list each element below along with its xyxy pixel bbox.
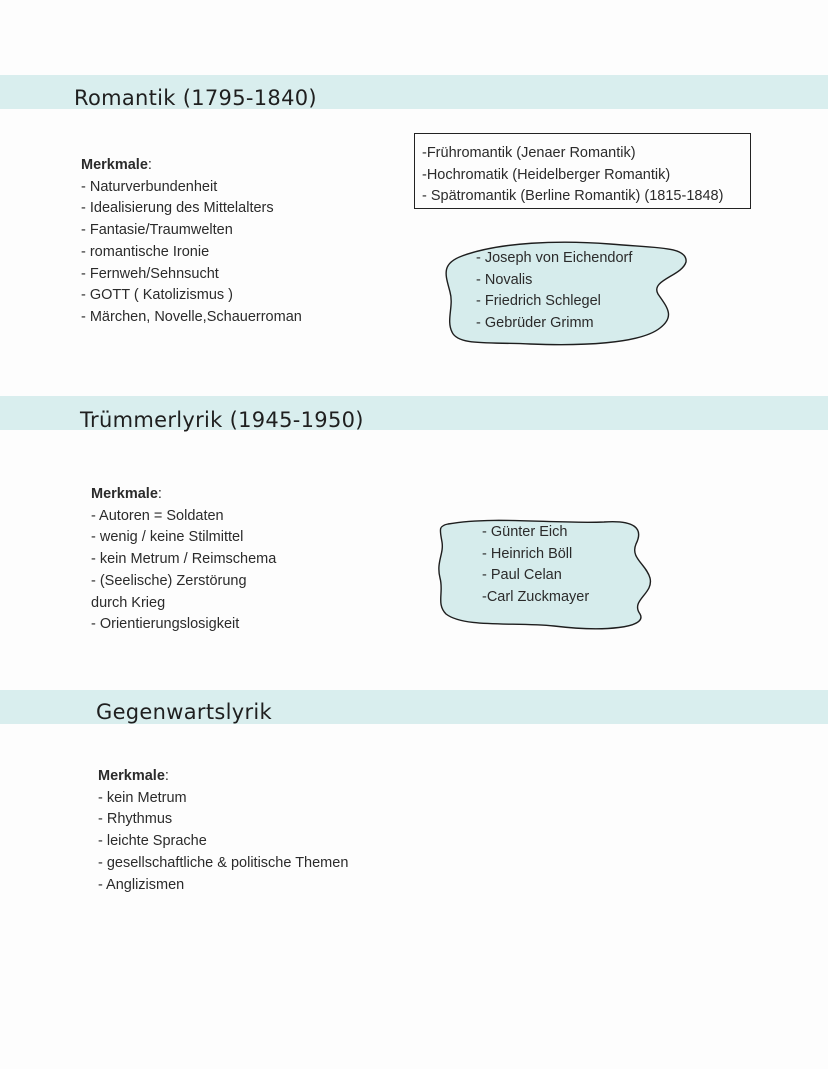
feature-item: - romantische Ironie: [81, 243, 210, 260]
epoch-item: -Frühromantik (Jenaer Romantik): [422, 145, 636, 161]
feature-item: - Idealisierung des Mittelalters: [81, 200, 274, 217]
feature-item: - Autoren = Soldaten: [91, 507, 224, 524]
feature-item: - kein Metrum: [98, 789, 187, 806]
feature-item: - GOTT ( Katolizismus ): [81, 287, 233, 304]
author-item: - Novalis: [476, 271, 533, 288]
features-label: Merkmale: [81, 157, 148, 173]
feature-item: durch Krieg: [91, 594, 166, 611]
feature-item: - Rhythmus: [98, 811, 173, 828]
feature-item: - gesellschaftliche & politische Themen: [98, 854, 349, 871]
author-item: -Carl Zuckmayer: [482, 589, 590, 606]
author-item: - Joseph von Eichendorf: [476, 250, 633, 266]
feature-item: - leichte Sprache: [98, 833, 207, 850]
epoch-item: -Hochromatik (Heidelberger Romantik): [422, 166, 671, 183]
epochs-box-romantik: [414, 133, 751, 209]
feature-item: - (Seelische) Zerstörung: [91, 572, 247, 589]
features-label: Merkmale: [91, 486, 158, 502]
section-title-romantik: Romantik (1795-1840): [74, 86, 317, 110]
feature-item: - wenig / keine Stilmittel: [91, 529, 244, 546]
feature-item: - Märchen, Novelle,Schauerroman: [81, 308, 302, 325]
author-item: - Friedrich Schlegel: [476, 293, 601, 310]
authors-blob-truemmerlyrik: [434, 514, 659, 634]
feature-item: - Orientierungslosigkeit: [91, 616, 240, 633]
author-item: - Günter Eich: [482, 524, 568, 540]
section-title-truemmerlyrik: Trümmerlyrik (1945-1950): [80, 408, 364, 432]
feature-item: - Fernweh/Sehnsucht: [81, 265, 219, 282]
features-list-truemmerlyrik: Merkmale: - Autoren = Soldaten - wenig / keine Stilmittel - kein Metrum / Reimschema - (Seelische) Zerstörung durch Krieg - Orientierungslosigkeit: [91, 484, 276, 636]
features-list-gegenwartslyrik: Merkmale: - kein Metrum - Rhythmus - leichte Sprache - gesellschaftliche & politische Themen - Anglizismen: [98, 766, 348, 896]
authors-blob-romantik: [440, 236, 690, 352]
epoch-item: - Spätromantik (Berline Romantik) (1815-1848): [422, 188, 724, 205]
feature-item: - kein Metrum / Reimschema: [91, 551, 277, 568]
authors-list-romantik: [476, 248, 632, 335]
feature-item: - Fantasie/Traumwelten: [81, 222, 233, 239]
author-item: - Paul Celan: [482, 567, 562, 584]
features-label: Merkmale: [98, 768, 165, 784]
features-list-romantik: Merkmale: - Naturverbundenheit - Idealisierung des Mittelalters - Fantasie/Traumwelten - romantische Ironie - Fernweh/Sehnsucht - GOTT ( Katolizismus ) - Märchen, Novelle,Schauerroman: [81, 155, 302, 329]
section-title-gegenwartslyrik: Gegenwartslyrik: [96, 700, 272, 724]
feature-item: - Naturverbundenheit: [81, 178, 218, 195]
author-item: - Heinrich Böll: [482, 545, 573, 562]
feature-item: - Anglizismen: [98, 876, 185, 893]
authors-list-truemmerlyrik: [482, 522, 589, 609]
author-item: - Gebrüder Grimm: [476, 315, 594, 332]
